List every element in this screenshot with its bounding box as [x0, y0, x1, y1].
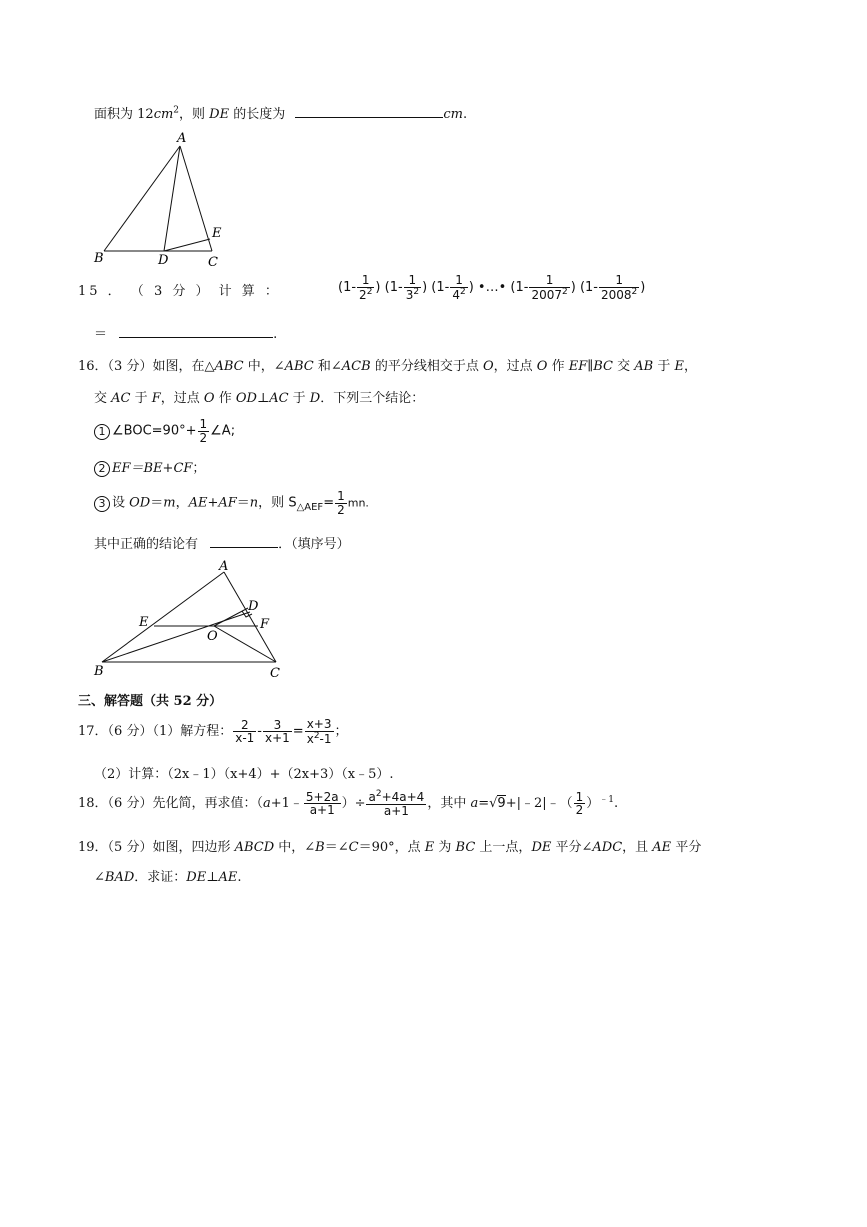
q14-mid: ，则 [179, 107, 210, 122]
q15-dots: •…• [477, 280, 507, 296]
q15-expression [338, 274, 645, 301]
q15-equals: ＝ [94, 327, 108, 342]
triangle-figure-1 [88, 128, 228, 273]
circled-number-3: 3 [94, 496, 110, 512]
triangle-figure-2 [90, 556, 290, 681]
q14-answer-blank[interactable] [295, 105, 443, 118]
section-3-title: 三、解答题（共 52 分） [78, 694, 223, 709]
q14-answer-unit: cm [443, 107, 463, 122]
q16-conclusion-1: 1 ∠BOC=90°+ $\frac{1}{2}$ ∠A; [94, 418, 235, 444]
fig2-label-d: D [248, 599, 259, 614]
q15-term-3: (1- $\frac{1}{4^2}$ ) [431, 273, 474, 302]
q14-prefix: 面积为 12 [94, 107, 154, 122]
fig2-label-e: E [139, 615, 149, 630]
fig1-label-e: E [212, 226, 222, 241]
fig2-label-o: O [207, 629, 218, 644]
q14-unit-sup: 2 [173, 105, 180, 116]
q16-line-1: 16．（3 分）如图，在△ABC 中，∠ABC 和∠ACB 的平分线相交于点 O，过点 O 作 EF∥BC 交 AB 于 E， [78, 359, 697, 374]
q16-conclusion-3: 3 设 OD＝m，AE+AF＝n，则 $S_{\triangle AEF}=$ $\frac{1}{2}$ mn. [94, 490, 369, 516]
fig1-label-b: B [94, 251, 104, 266]
fig2-label-c: C [270, 666, 280, 681]
fig1-segment-de [164, 239, 210, 251]
q15-term-4: (1- $\frac{1}{2007^2}$ ) [510, 273, 576, 302]
fig2-segment-od [214, 608, 248, 626]
q15-answer-line [94, 323, 277, 342]
q17-part-2: （2）计算：（2x﹣1）（x+4）+（2x+3）（x﹣5）. [94, 767, 394, 782]
q19-line-1: 19．（5 分）如图，四边形 ABCD 中，∠B＝∠C＝90°，点 E 为 BC 上一点，DE 平分∠ADC，且 AE 平分 [78, 840, 702, 855]
q16-answer-blank[interactable] [210, 535, 278, 548]
fig2-label-f: F [260, 617, 270, 632]
fig1-side-ac [180, 146, 212, 251]
q14-suffix: 的长度为 [229, 107, 286, 122]
q15-answer-blank[interactable] [119, 325, 273, 338]
q14-end: . [462, 107, 468, 122]
fig1-segment-ad [164, 146, 180, 251]
q15-line [78, 273, 723, 302]
circled-number-2: 2 [94, 461, 110, 477]
q15-number: 15 ． （ 3 分 ） 计 算 ： [78, 284, 281, 299]
fig2-side-ab [102, 572, 224, 662]
fig1-label-d: D [158, 253, 169, 268]
q16-line-2: 交 AC 于 F，过点 O 作 OD⊥AC 于 D．下列三个结论： [94, 391, 425, 406]
circled-number-1: 1 [94, 424, 110, 440]
fig1-label-c: C [208, 255, 218, 270]
fig1-side-ab [104, 146, 180, 251]
q16-question: 其中正确的结论有 ．（填序号） [94, 537, 350, 552]
q16-conclusion-2: 2 EF＝BE+CF； [94, 457, 205, 477]
q15-end: . [273, 327, 278, 342]
fig2-segment-bd [102, 612, 250, 662]
q14-var: DE [209, 107, 230, 122]
q17-part-1: 17．（6 分）（1）解方程： $\frac{2}{x-1}$ - $\frac{3}{x+1}$ = $\frac{x+3}{x^2-1}$ ； [78, 717, 348, 746]
fig2-label-b: B [94, 664, 104, 679]
q14-unit: cm [153, 107, 174, 122]
q18-line: 18．（6 分）先化简，再求值：（a+1﹣ $\frac{5+2a}{a+1}$ ）÷ $\frac{a^2+4a+4}{a+1}$ ，其中 a=√9+|﹣2|﹣（ $\frac{1}{2}$ ）$^{﹣1}$. [78, 789, 619, 818]
q15-term-5: (1- $\frac{1}{2008^2}$ ) [579, 273, 646, 302]
fig2-label-a: A [219, 559, 229, 574]
q14-tail-line [94, 103, 467, 122]
fig1-label-a: A [177, 131, 187, 146]
q19-line-2: ∠BAD．求证：DE⊥AE. [94, 870, 242, 885]
q15-term-1: (1- $\frac{1}{2^2}$ ) [338, 273, 381, 302]
q15-term-2: (1- $\frac{1}{3^2}$ ) [384, 273, 428, 302]
